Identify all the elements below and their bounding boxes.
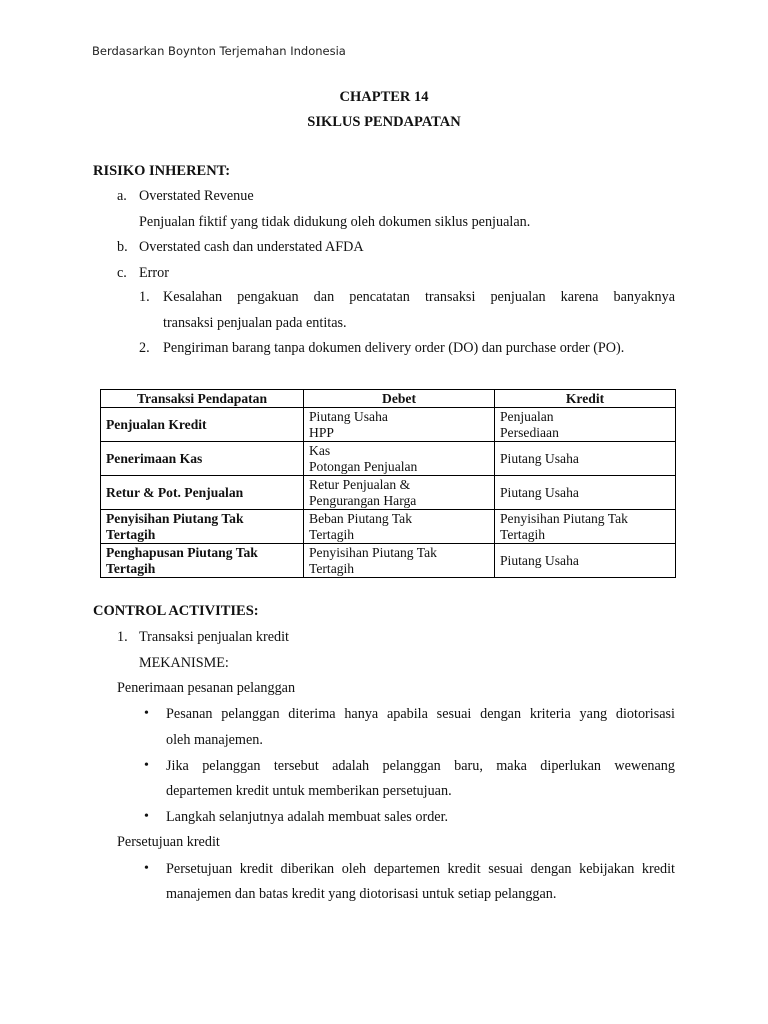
- kredit-cell: [495, 408, 676, 442]
- kredit-cell: [495, 476, 676, 510]
- transaksi-cell: [101, 476, 304, 510]
- table-row: [101, 510, 676, 544]
- error-1-line1: Kesalahan pengakuan dan pencatatan transaksi penjualan karena banyaknya: [163, 289, 675, 305]
- transaction-journal-table: [100, 389, 676, 578]
- cell-text: Kas: [309, 442, 331, 458]
- error-2-marker: 2.: [139, 340, 150, 356]
- table-header-row: [101, 390, 676, 408]
- debet-cell: [304, 442, 495, 476]
- debet-cell: [304, 544, 495, 578]
- debet-cell: [304, 510, 495, 544]
- kredit-cell: [495, 442, 676, 476]
- transaksi-cell: [101, 408, 304, 442]
- cell-text: Retur & Pot. Penjualan: [106, 484, 244, 500]
- table-row: [101, 544, 676, 578]
- transaksi-cell: [101, 510, 304, 544]
- kredit-cell: [495, 544, 676, 578]
- risk-b-text: Overstated cash dan understated AFDA: [139, 239, 364, 255]
- cell-text: Pengurangan Harga: [309, 492, 417, 508]
- header-kredit: Kredit: [495, 390, 676, 408]
- bullet-icon: •: [144, 758, 149, 773]
- cell-text: Piutang Usaha: [500, 450, 579, 466]
- bullet-1-line2: oleh manajemen.: [166, 732, 263, 748]
- cell-text: Piutang Usaha: [500, 552, 579, 568]
- risk-c-text: Error: [139, 265, 169, 281]
- debet-cell: [304, 476, 495, 510]
- cell-text: Potongan Penjualan: [309, 458, 418, 474]
- subheading-persetujuan-kredit: Persetujuan kredit: [117, 834, 220, 850]
- transaksi-cell: [101, 544, 304, 578]
- risk-a-text: Overstated Revenue: [139, 188, 254, 204]
- cell-text: Piutang Usaha: [309, 408, 388, 424]
- risiko-heading: RISIKO INHERENT:: [93, 163, 231, 179]
- bullet-2-line2: departemen kredit untuk memberikan persetujuan.: [166, 783, 452, 799]
- kredit-cell: [495, 510, 676, 544]
- cell-text: Piutang Usaha: [500, 484, 579, 500]
- cell-text: HPP: [309, 424, 334, 440]
- cell-text: Tertagih: [106, 560, 156, 576]
- cell-text: Tertagih: [309, 526, 355, 542]
- header-transaksi: Transaksi Pendapatan: [101, 390, 304, 408]
- chapter-number: CHAPTER 14: [339, 89, 429, 105]
- cell-text: Tertagih: [106, 526, 156, 542]
- risk-a-desc: Penjualan fiktif yang tidak didukung oleh dokumen siklus penjualan.: [139, 214, 531, 230]
- bullet-1-line1: Pesanan pelanggan diterima hanya apabila sesuai dengan kriteria yang diotorisasi: [166, 706, 675, 722]
- cell-text: Penerimaan Kas: [106, 450, 203, 466]
- bullet-2-line1: Jika pelanggan tersebut adalah pelanggan baru, maka diperlukan wewenang: [166, 758, 675, 774]
- cell-text: Penghapusan Piutang Tak: [106, 544, 258, 560]
- cell-text: Retur Penjualan &: [309, 476, 411, 492]
- cell-text: Persediaan: [500, 424, 559, 440]
- cell-text: Penjualan Kredit: [106, 416, 207, 432]
- cell-text: Penyisihan Piutang Tak: [309, 544, 437, 560]
- error-1-line2: transaksi penjualan pada entitas.: [163, 315, 347, 331]
- error-1-marker: 1.: [139, 289, 150, 305]
- control-item-1-marker: 1.: [117, 629, 128, 645]
- subheading-penerimaan-pesanan: Penerimaan pesanan pelanggan: [117, 680, 296, 696]
- cell-text: Tertagih: [309, 560, 355, 576]
- transaksi-cell: [101, 442, 304, 476]
- table-row: [101, 408, 676, 442]
- bullet-icon: •: [144, 809, 149, 824]
- cell-text: Penyisihan Piutang Tak: [106, 510, 244, 526]
- cell-text: Beban Piutang Tak: [309, 510, 413, 526]
- chapter-title: SIKLUS PENDAPATAN: [307, 114, 461, 130]
- debet-cell: [304, 408, 495, 442]
- bullet-4-line1: Persetujuan kredit diberikan oleh departemen kredit sesuai dengan kebijakan kredit: [166, 861, 675, 877]
- risk-b-marker: b.: [117, 239, 128, 255]
- control-heading: CONTROL ACTIVITIES:: [93, 603, 259, 619]
- risk-c-marker: c.: [117, 265, 127, 281]
- bullet-3-text: Langkah selanjutnya adalah membuat sales order.: [166, 809, 449, 825]
- cell-text: Penyisihan Piutang Tak: [500, 510, 628, 526]
- header-debet: Debet: [304, 390, 495, 408]
- page-header-note: Berdasarkan Boynton Terjemahan Indonesia: [92, 44, 346, 58]
- bullet-icon: •: [144, 706, 149, 721]
- risk-a-marker: a.: [117, 188, 127, 204]
- cell-text: Penjualan: [500, 408, 554, 424]
- table-row: [101, 442, 676, 476]
- table-row: [101, 476, 676, 510]
- cell-text: Tertagih: [500, 526, 546, 542]
- mekanisme-label: MEKANISME:: [139, 655, 229, 671]
- bullet-4-line2: manajemen dan batas kredit yang diotorisasi untuk setiap pelanggan.: [166, 886, 557, 902]
- bullet-icon: •: [144, 861, 149, 876]
- error-2-text: Pengiriman barang tanpa dokumen delivery order (DO) dan purchase order (PO).: [163, 340, 625, 356]
- control-item-1-text: Transaksi penjualan kredit: [139, 629, 289, 645]
